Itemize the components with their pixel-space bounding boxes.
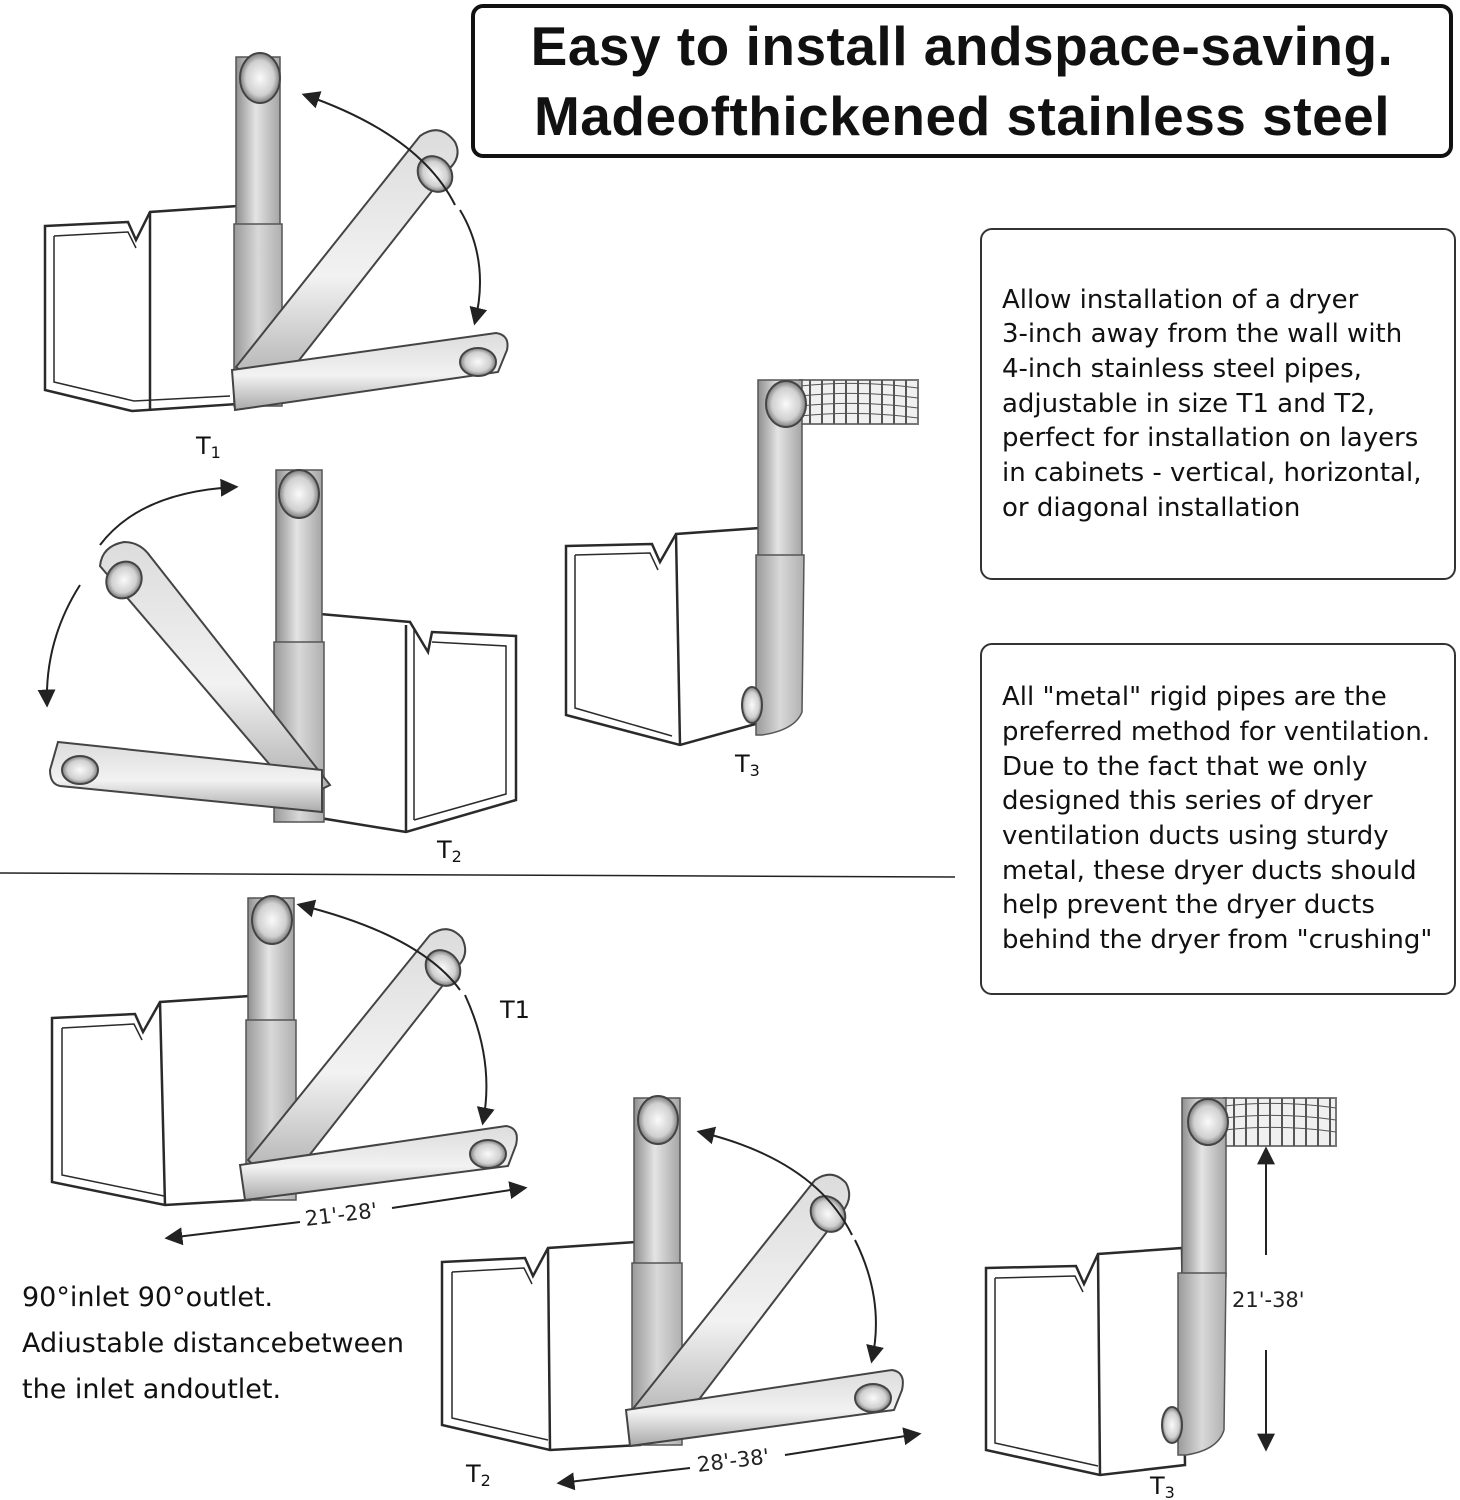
t2-range-label: 28'-38': [695, 1444, 771, 1477]
info-line: preferred method for ventilation.: [1002, 716, 1431, 747]
t3-range-label: 21'-38': [1232, 1288, 1305, 1312]
cabinet-box: [52, 996, 250, 1205]
t2-label: T2: [437, 836, 462, 866]
headline-line-2: Madeofthickened stainless steel: [533, 85, 1391, 147]
caption-line: the inlet andoutlet.: [22, 1374, 282, 1405]
info-line: All "metal" rigid pipes are the: [1002, 682, 1387, 713]
dimension-arrow: [168, 1222, 300, 1238]
t2-label: T2: [466, 1460, 491, 1490]
rotation-arrow: [465, 995, 486, 1122]
cabinet-box: [45, 206, 238, 411]
caption-line: Adiustable distancebetween: [22, 1328, 404, 1359]
t3-label: T3: [1150, 1472, 1175, 1500]
cabinet-box: [320, 614, 516, 832]
t1-top-assembly: [45, 53, 508, 462]
info-line: or diagonal installation: [1002, 492, 1301, 523]
t2-top-assembly: [47, 470, 516, 866]
info-line: designed this series of dryer: [1002, 786, 1373, 817]
t1-bottom-assembly: [52, 896, 530, 1238]
info-line: metal, these dryer ducts should: [1002, 855, 1417, 886]
info-line: 4-inch stainless steel pipes,: [1002, 353, 1362, 384]
rotation-arrow: [100, 487, 235, 545]
t1-label: T1: [500, 996, 530, 1024]
t1-label: T1: [196, 432, 221, 462]
t3-label: T3: [735, 750, 760, 780]
info-line: Allow installation of a dryer: [1002, 284, 1359, 315]
flexible-duct: [1224, 1098, 1336, 1146]
info-line: behind the dryer from "crushing": [1002, 925, 1433, 956]
info-line: Due to the fact that we only: [1002, 751, 1368, 782]
info-line: perfect for installation on layers: [1002, 423, 1419, 454]
rotation-arrow: [47, 585, 80, 704]
info-line: ventilation ducts using sturdy: [1002, 821, 1389, 851]
info-line: 3-inch away from the wall with: [1002, 319, 1403, 350]
dimension-arrow: [392, 1188, 524, 1208]
section-divider: [0, 873, 955, 877]
info-line: in cabinets - vertical, horizontal,: [1002, 458, 1422, 489]
cabinet-box: [566, 528, 770, 745]
flexible-duct: [800, 380, 918, 424]
t3-top-assembly: [566, 380, 918, 780]
rotation-arrow: [460, 210, 480, 322]
info-line: help prevent the dryer ducts: [1002, 890, 1375, 921]
dimension-arrow: [785, 1434, 918, 1455]
dimension-arrow: [560, 1468, 690, 1483]
headline-line-1: Easy to install andspace-saving.: [530, 15, 1394, 77]
cabinet-box: [986, 1248, 1185, 1475]
t2-bottom-assembly: [442, 1096, 918, 1490]
cabinet-box: [442, 1242, 640, 1450]
caption-line: 90°inlet 90°outlet.: [22, 1282, 274, 1313]
rotation-arrow: [855, 1240, 876, 1360]
t3-bottom-assembly: [986, 1098, 1336, 1500]
info-line: adjustable in size T1 and T2,: [1002, 388, 1376, 419]
t1-range-label: 21'-28': [303, 1198, 379, 1231]
